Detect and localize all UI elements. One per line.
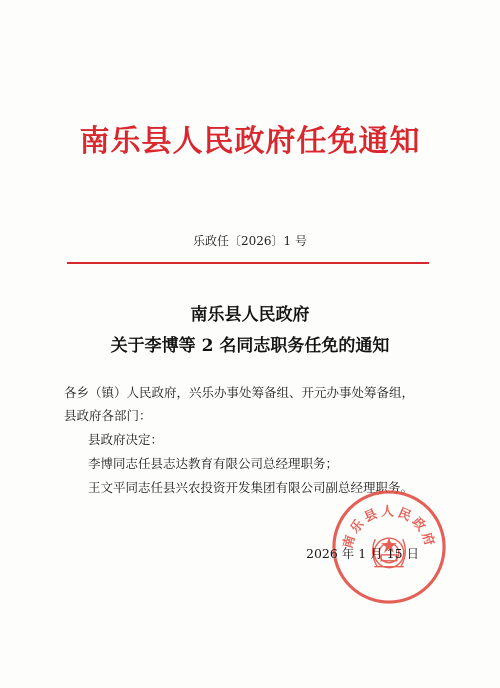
red-divider-line xyxy=(67,262,429,264)
document-number: 乐政任〔2026〕1 号 xyxy=(193,234,307,248)
paragraph-appointment-2: 王文平同志任县兴农投资开发集团有限公司副总经理职务。 xyxy=(88,480,414,495)
document-header-title: 南乐县人民政府任免通知 xyxy=(79,124,421,159)
notice-title-line2: 关于李博等 2 名同志职务任免的通知 xyxy=(110,336,390,356)
svg-text:南乐县人民政府: 南乐县人民政府 xyxy=(340,504,438,551)
addressee-line1: 各乡（镇）人民政府，兴乐办事处筹备组、开元办事处筹备组， xyxy=(64,385,415,400)
addressee-line2: 县政府各部门： xyxy=(64,408,152,423)
notice-title-line1: 南乐县人民政府 xyxy=(190,305,310,325)
issue-date: 2026 年 1 月 15 日 xyxy=(306,546,420,561)
paragraph-decision: 县政府决定： xyxy=(88,432,164,447)
paragraph-appointment-1: 李博同志任县志达教育有限公司总经理职务； xyxy=(88,456,339,471)
